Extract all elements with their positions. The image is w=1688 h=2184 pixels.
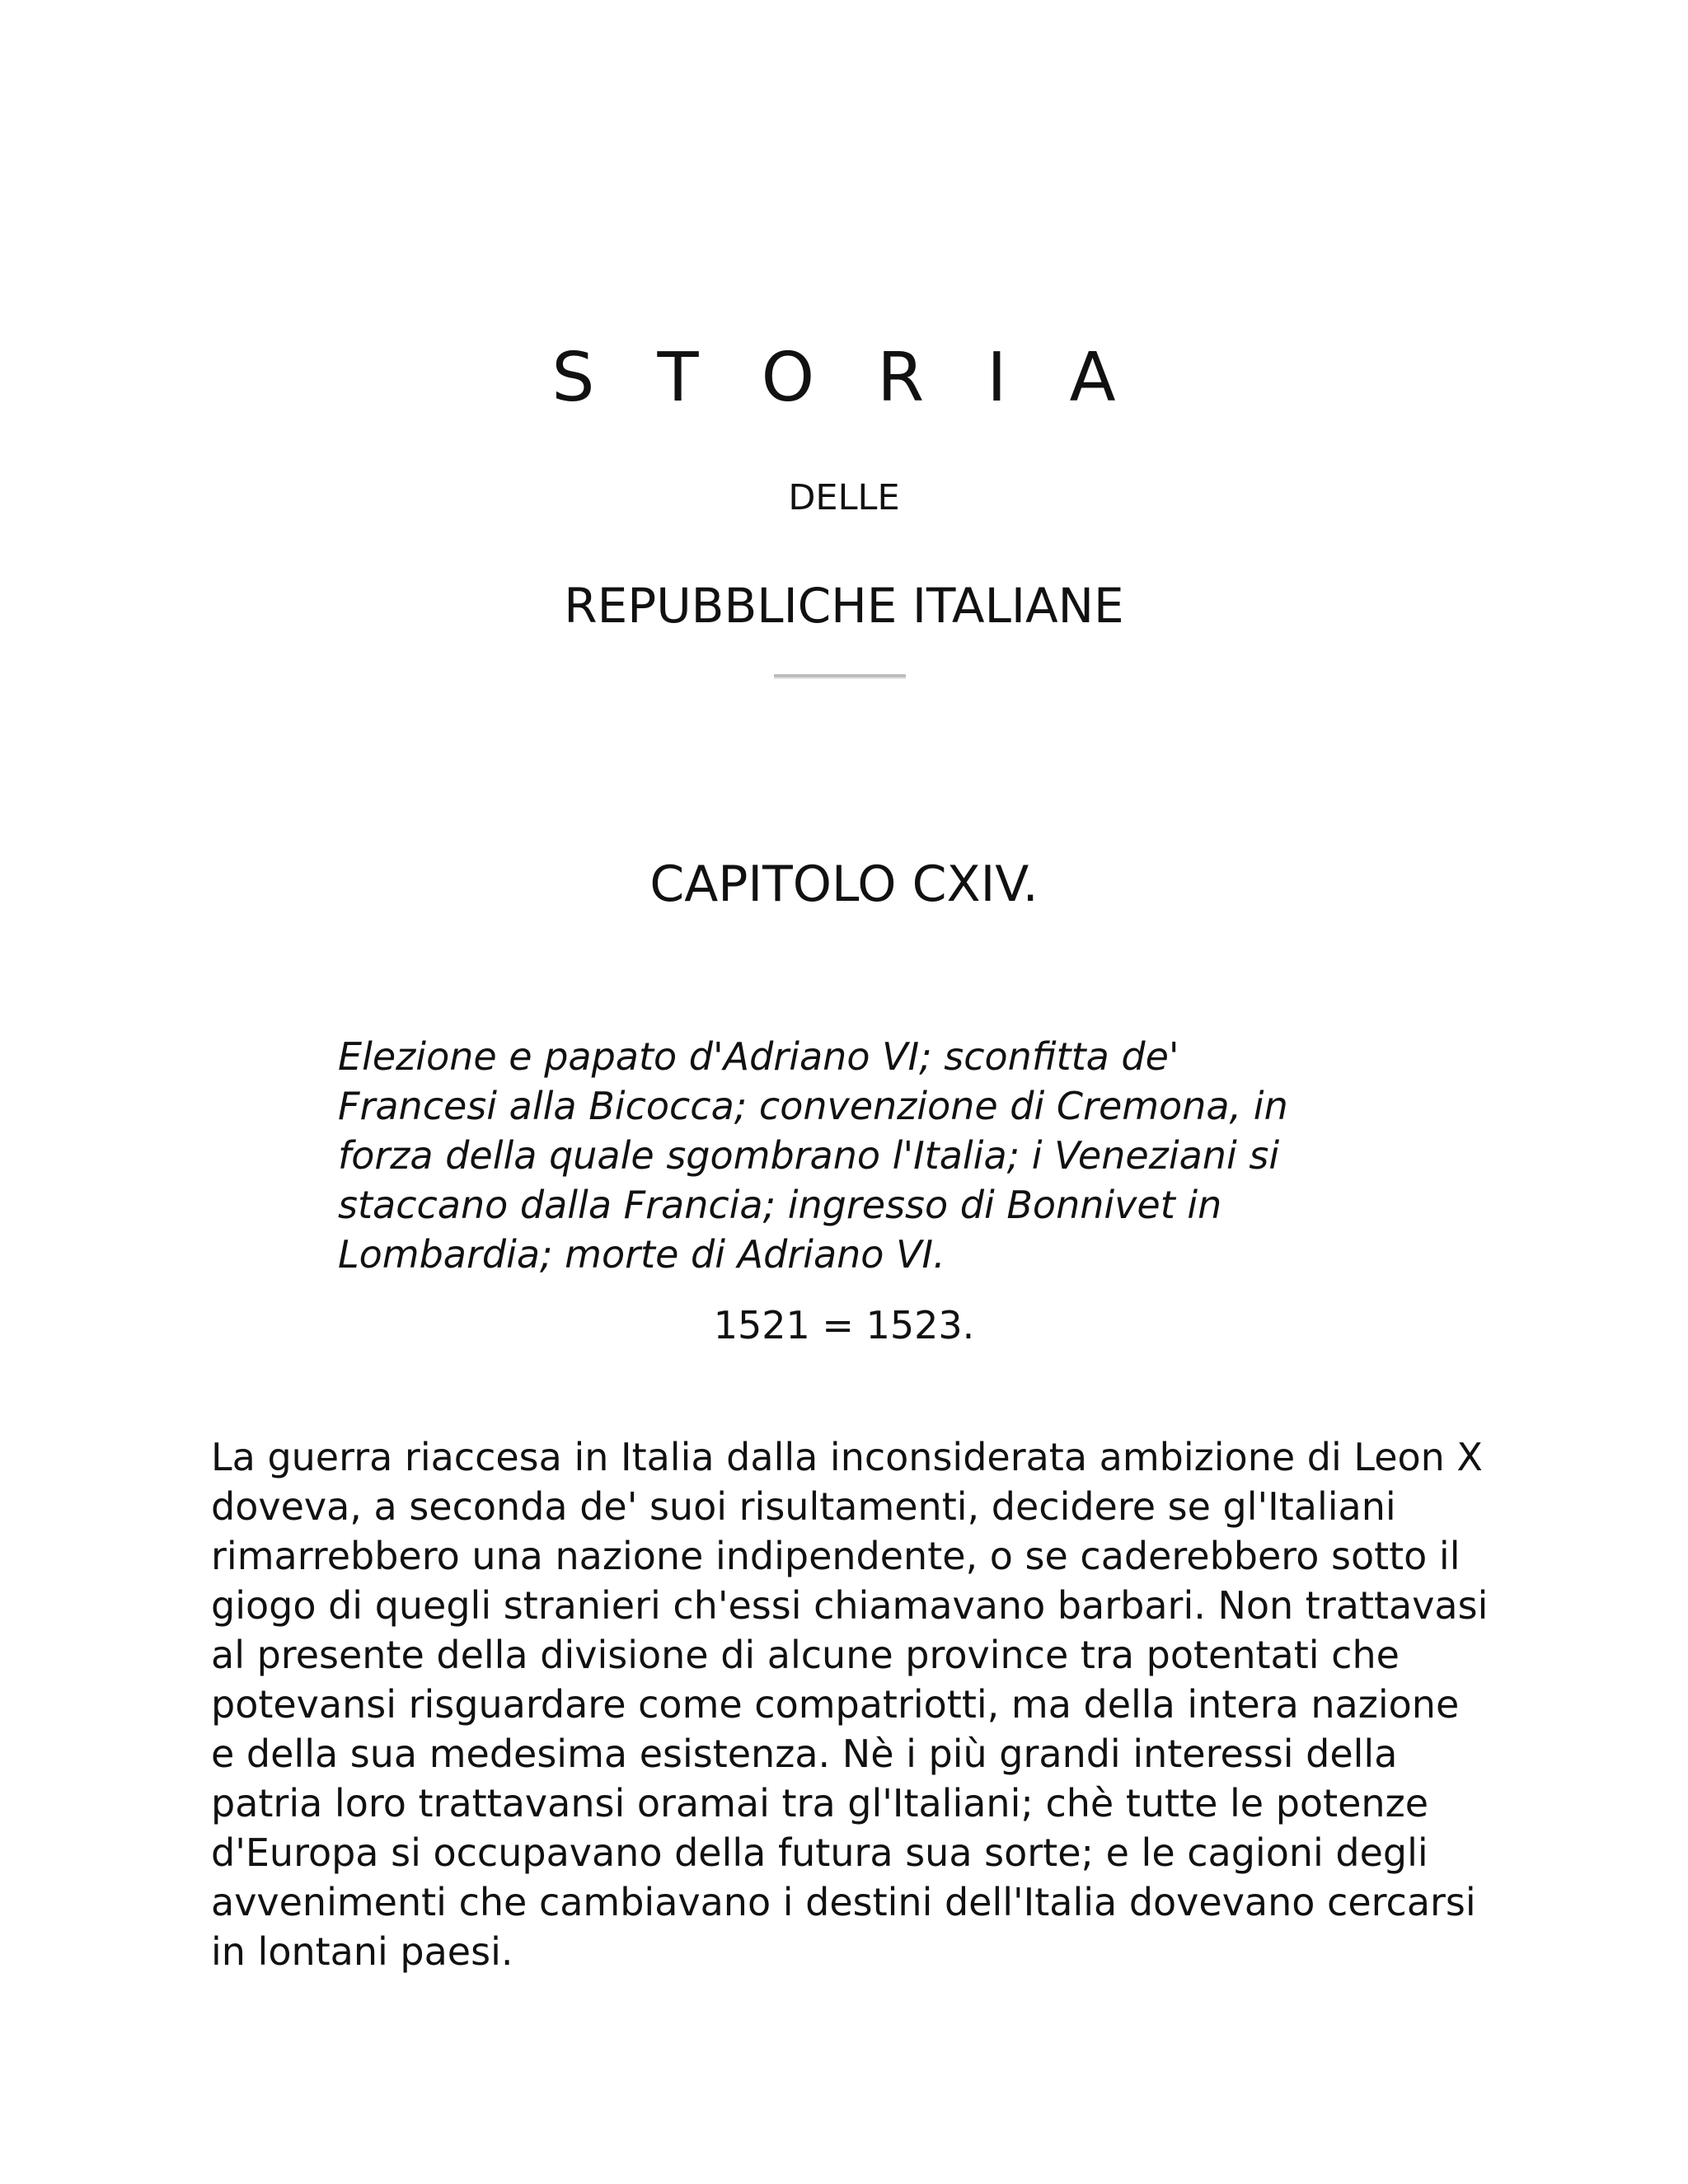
book-subtitle-connector: DELLE [788, 477, 900, 518]
chapter-heading: CAPITOLO CXIV. [649, 855, 1039, 913]
title-divider [774, 674, 906, 679]
book-subtitle: REPUBBLICHE ITALIANE [564, 578, 1124, 634]
body-paragraph: La guerra riaccesa in Italia dalla inconsiderata ambizione di Leon X doveva, a seconda de' suoi risultamenti, decidere se gl'Italiani rimarrebbero una nazione indipendente, o se caderebbero sotto il giogo di quegli stranieri ch'essi chiamavano barbari. Non trattavasi al presente della divisione di alcune province tra potentati che potevansi risguardare come compatriotti, ma della intera nazione e della sua medesima esistenza. Nè i più grandi interessi della patria loro trattavansi oramai tra gl'Italiani; chè tutte le potenze d'Europa si occupavano della futura sua sorte; e le cagioni degli avvenimenti che cambiavano i destini dell'Italia dovevano cercarsi in lontani paesi. [211, 1435, 1489, 1974]
chapter-date-range: 1521 = 1523. [713, 1303, 975, 1347]
chapter-summary: Elezione e papato d'Adriano VI; sconfitta de' Francesi alla Bicocca; convenzione di Cremona, in forza della quale sgombrano l'Italia; i Veneziani si staccano dalla Francia; ingresso di Bonnivet in Lombardia; morte di Adriano VI. [338, 1034, 1288, 1277]
book-title: S T O R I A [551, 339, 1137, 417]
